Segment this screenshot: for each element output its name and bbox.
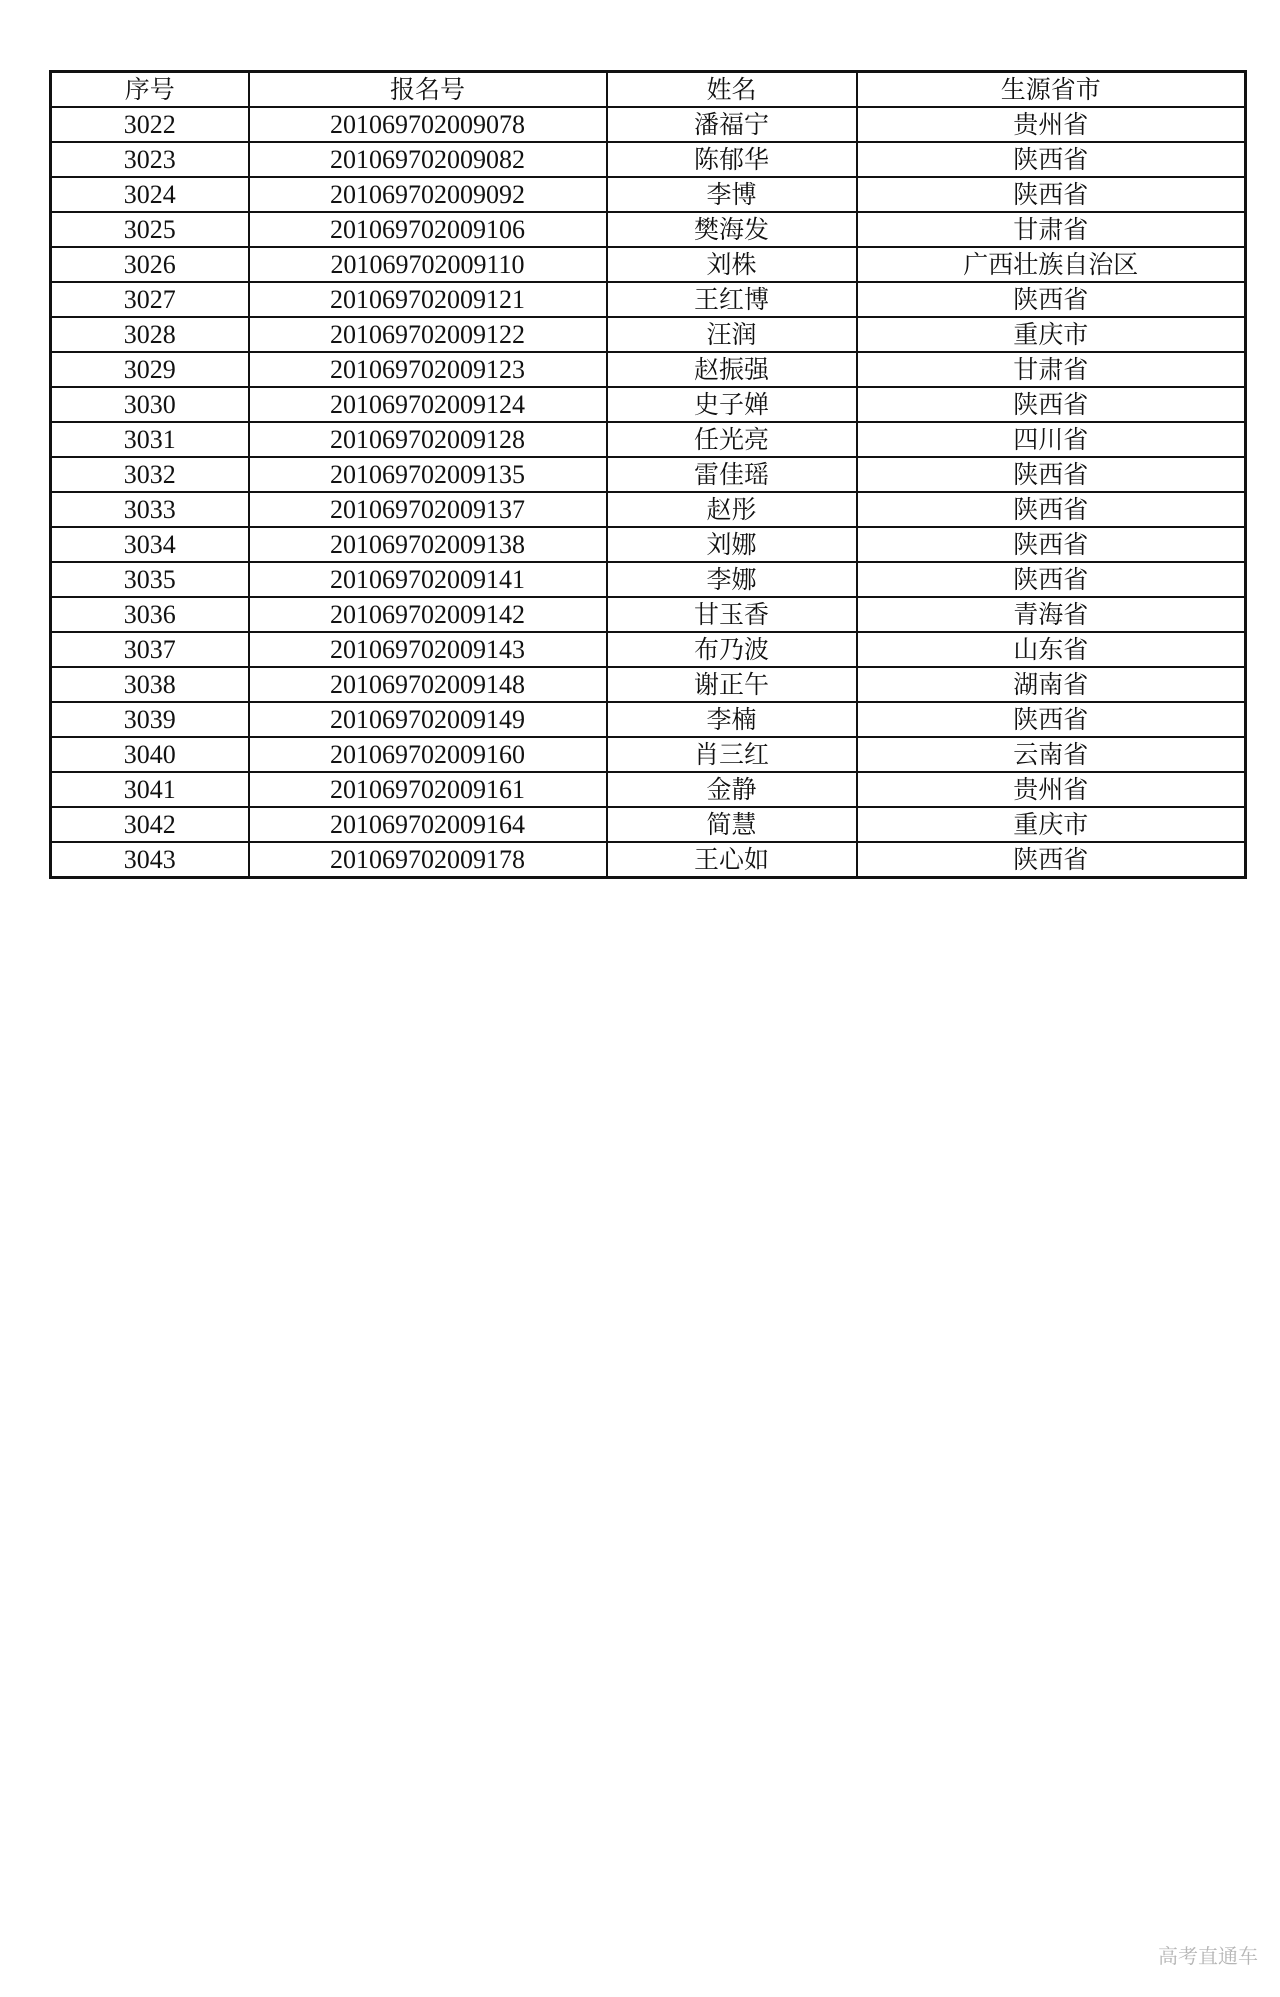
province-cell: 陕西省 [857,387,1246,422]
reg-no-cell: 201069702009138 [249,527,607,562]
seq-cell: 3030 [51,387,249,422]
reg-no-cell: 201069702009161 [249,772,607,807]
name-cell: 李博 [607,177,857,212]
reg-no-cell: 201069702009164 [249,807,607,842]
name-cell: 李娜 [607,562,857,597]
table-row [51,667,1246,702]
seq-cell: 3034 [51,527,249,562]
reg-no-cell: 201069702009122 [249,317,607,352]
province-cell: 陕西省 [857,702,1246,737]
province-cell: 陕西省 [857,177,1246,212]
name-cell: 谢正午 [607,667,857,702]
province-cell: 重庆市 [857,807,1246,842]
province-cell: 山东省 [857,632,1246,667]
seq-cell: 3035 [51,562,249,597]
province-cell: 广西壮族自治区 [857,247,1246,282]
name-cell: 肖三红 [607,737,857,772]
seq-cell: 3028 [51,317,249,352]
column-header-reg-no: 报名号 [249,72,607,108]
province-cell: 陕西省 [857,282,1246,317]
name-cell: 李楠 [607,702,857,737]
province-cell: 陕西省 [857,562,1246,597]
table-row [51,247,1246,282]
seq-cell: 3040 [51,737,249,772]
table-row [51,772,1246,807]
reg-no-cell: 201069702009123 [249,352,607,387]
province-cell: 陕西省 [857,142,1246,177]
reg-no-cell: 201069702009137 [249,492,607,527]
province-cell: 云南省 [857,737,1246,772]
column-header-province: 生源省市 [857,72,1246,108]
seq-cell: 3038 [51,667,249,702]
name-cell: 布乃波 [607,632,857,667]
table-row [51,142,1246,177]
roster-body [51,107,1246,878]
seq-cell: 3025 [51,212,249,247]
table-row [51,457,1246,492]
name-cell: 刘株 [607,247,857,282]
reg-no-cell: 201069702009110 [249,247,607,282]
name-cell: 甘玉香 [607,597,857,632]
reg-no-cell: 201069702009121 [249,282,607,317]
seq-cell: 3033 [51,492,249,527]
province-cell: 陕西省 [857,842,1246,878]
table-row [51,597,1246,632]
seq-cell: 3023 [51,142,249,177]
province-cell: 陕西省 [857,492,1246,527]
reg-no-cell: 201069702009092 [249,177,607,212]
name-cell: 王心如 [607,842,857,878]
seq-cell: 3039 [51,702,249,737]
roster-sheet [49,70,1244,879]
table-row [51,212,1246,247]
column-header-name: 姓名 [607,72,857,108]
province-cell: 重庆市 [857,317,1246,352]
name-cell: 金静 [607,772,857,807]
province-cell: 湖南省 [857,667,1246,702]
seq-cell: 3026 [51,247,249,282]
reg-no-cell: 201069702009178 [249,842,607,878]
header-row [51,72,1246,108]
name-cell: 樊海发 [607,212,857,247]
name-cell: 史子婵 [607,387,857,422]
seq-cell: 3036 [51,597,249,632]
province-cell: 四川省 [857,422,1246,457]
name-cell: 汪润 [607,317,857,352]
seq-cell: 3027 [51,282,249,317]
name-cell: 刘娜 [607,527,857,562]
watermark-text: 高考直通车 [1158,1944,1258,1968]
table-row [51,632,1246,667]
name-cell: 雷佳瑶 [607,457,857,492]
reg-no-cell: 201069702009148 [249,667,607,702]
name-cell: 潘福宁 [607,107,857,142]
province-cell: 甘肃省 [857,212,1246,247]
roster-table [49,70,1247,879]
reg-no-cell: 201069702009143 [249,632,607,667]
reg-no-cell: 201069702009082 [249,142,607,177]
table-row [51,702,1246,737]
province-cell: 贵州省 [857,772,1246,807]
reg-no-cell: 201069702009128 [249,422,607,457]
reg-no-cell: 201069702009124 [249,387,607,422]
table-row [51,317,1246,352]
table-row [51,352,1246,387]
reg-no-cell: 201069702009149 [249,702,607,737]
reg-no-cell: 201069702009141 [249,562,607,597]
name-cell: 赵彤 [607,492,857,527]
reg-no-cell: 201069702009078 [249,107,607,142]
seq-cell: 3041 [51,772,249,807]
table-row [51,492,1246,527]
table-row [51,562,1246,597]
province-cell: 甘肃省 [857,352,1246,387]
name-cell: 任光亮 [607,422,857,457]
reg-no-cell: 201069702009142 [249,597,607,632]
reg-no-cell: 201069702009135 [249,457,607,492]
name-cell: 简慧 [607,807,857,842]
reg-no-cell: 201069702009106 [249,212,607,247]
table-row [51,807,1246,842]
name-cell: 赵振强 [607,352,857,387]
province-cell: 陕西省 [857,457,1246,492]
seq-cell: 3037 [51,632,249,667]
table-row [51,177,1246,212]
reg-no-cell: 201069702009160 [249,737,607,772]
table-row [51,107,1246,142]
province-cell: 贵州省 [857,107,1246,142]
table-row [51,282,1246,317]
seq-cell: 3042 [51,807,249,842]
table-row [51,387,1246,422]
name-cell: 王红博 [607,282,857,317]
column-header-seq: 序号 [51,72,249,108]
province-cell: 陕西省 [857,527,1246,562]
seq-cell: 3031 [51,422,249,457]
table-row [51,842,1246,878]
table-row [51,737,1246,772]
name-cell: 陈郁华 [607,142,857,177]
seq-cell: 3029 [51,352,249,387]
seq-cell: 3024 [51,177,249,212]
seq-cell: 3032 [51,457,249,492]
seq-cell: 3022 [51,107,249,142]
province-cell: 青海省 [857,597,1246,632]
seq-cell: 3043 [51,842,249,878]
table-row [51,422,1246,457]
table-row [51,527,1246,562]
